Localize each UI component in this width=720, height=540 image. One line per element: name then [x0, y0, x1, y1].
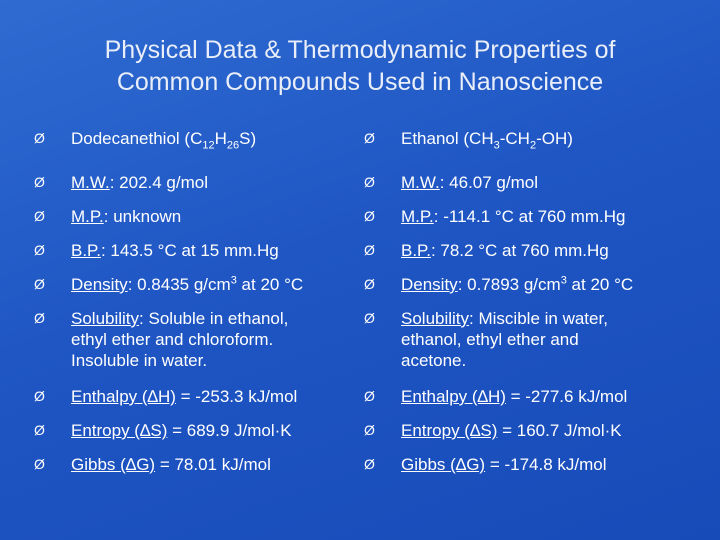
gibbs-value: = 78.01 kJ/mol — [155, 455, 271, 474]
mw-value: : 46.07 g/mol — [439, 173, 538, 192]
bp-label: B.P. — [401, 241, 431, 260]
arrow-bullet-icon: Ø — [34, 174, 45, 190]
gibbs-item — [364, 454, 709, 488]
mp-value: : -114.1 °C at 760 mm.Hg — [433, 207, 626, 226]
density-label: Density — [401, 275, 458, 294]
bp-item — [364, 240, 709, 274]
formula-subscript: 2 — [529, 139, 537, 152]
compound-name: Ethanol (CH — [401, 129, 494, 148]
entropy-label: Entropy (∆S) — [71, 421, 168, 440]
bp-label: B.P. — [71, 241, 101, 260]
solubility-line-3: Insoluble in water. — [71, 351, 208, 370]
enthalpy-item — [34, 386, 364, 420]
enthalpy-value: = -253.3 kJ/mol — [175, 387, 298, 406]
solubility-line-2: ethanol, ethyl ether and — [401, 330, 579, 349]
mw-value: : 202.4 g/mol — [109, 173, 208, 192]
density-item — [34, 274, 364, 308]
solubility-line-2: ethyl ether and chloroform. — [71, 330, 274, 349]
slide-title — [0, 34, 720, 98]
solubility-label: Solubility — [71, 309, 140, 328]
formula-part: -OH) — [536, 129, 573, 148]
mp-value: : unknown — [103, 207, 182, 226]
formula-subscript: 3 — [493, 139, 500, 152]
arrow-bullet-icon: Ø — [34, 208, 45, 224]
solubility-line-3: acetone. — [401, 351, 467, 370]
density-value: : 0.7893 g/cm — [457, 275, 561, 294]
density-value: : 0.8435 g/cm — [127, 275, 231, 294]
arrow-bullet-icon: Ø — [34, 310, 45, 326]
entropy-value: = 689.9 J/mol·K — [167, 421, 292, 440]
arrow-bullet-icon: Ø — [364, 388, 375, 404]
formula-part: H — [214, 129, 227, 148]
arrow-bullet-icon: Ø — [34, 242, 45, 258]
compound-name: Dodecanethiol (C — [71, 129, 203, 148]
mp-item — [364, 206, 709, 240]
mw-label: M.W. — [401, 173, 440, 192]
arrow-bullet-icon: Ø — [34, 456, 45, 472]
density-temp: at 20 °C — [566, 275, 634, 294]
dodecanethiol-column — [34, 128, 364, 488]
mp-item — [34, 206, 364, 240]
entropy-value: = 160.7 J/mol·K — [497, 421, 622, 440]
mp-label: M.P. — [71, 207, 104, 226]
arrow-bullet-icon: Ø — [364, 456, 375, 472]
title-line-1: Physical Data & Thermodynamic Properties of — [104, 36, 616, 64]
title-line-2: Common Compounds Used in Nanoscience — [116, 68, 604, 96]
bp-value: : 78.2 °C at 760 mm.Hg — [430, 241, 609, 260]
mw-label: M.W. — [71, 173, 110, 192]
arrow-bullet-icon: Ø — [364, 242, 375, 258]
solubility-line-1: : Miscible in water, — [469, 309, 608, 328]
arrow-bullet-icon: Ø — [34, 422, 45, 438]
ethanol-column — [364, 128, 709, 488]
mw-item — [364, 172, 709, 206]
compound-name-item — [34, 128, 364, 172]
density-superscript: 3 — [560, 274, 567, 287]
enthalpy-value: = -277.6 kJ/mol — [505, 387, 628, 406]
solubility-line-1: : Soluble in ethanol, — [139, 309, 289, 328]
entropy-item — [34, 420, 364, 454]
formula-subscript: 26 — [226, 139, 240, 152]
arrow-bullet-icon: Ø — [364, 208, 375, 224]
enthalpy-label: Enthalpy (∆H) — [401, 387, 506, 406]
arrow-bullet-icon: Ø — [364, 422, 375, 438]
solubility-label: Solubility — [401, 309, 470, 328]
arrow-bullet-icon: Ø — [34, 276, 45, 292]
arrow-bullet-icon: Ø — [364, 310, 375, 326]
bp-value: : 143.5 °C at 15 mm.Hg — [100, 241, 279, 260]
entropy-label: Entropy (∆S) — [401, 421, 498, 440]
gibbs-value: = -174.8 kJ/mol — [485, 455, 607, 474]
density-temp: at 20 °C — [236, 275, 304, 294]
formula-subscript: 12 — [202, 139, 215, 152]
gibbs-item — [34, 454, 364, 488]
solubility-item — [364, 308, 709, 386]
density-item — [364, 274, 709, 308]
arrow-bullet-icon: Ø — [364, 174, 375, 190]
arrow-bullet-icon: Ø — [34, 130, 45, 146]
gibbs-label: Gibbs (∆G) — [401, 455, 486, 474]
formula-part: S) — [239, 129, 257, 148]
solubility-item — [34, 308, 364, 386]
arrow-bullet-icon: Ø — [364, 130, 375, 146]
arrow-bullet-icon: Ø — [34, 388, 45, 404]
mp-label: M.P. — [401, 207, 434, 226]
mw-item — [34, 172, 364, 206]
enthalpy-item — [364, 386, 709, 420]
density-superscript: 3 — [230, 274, 237, 287]
bp-item — [34, 240, 364, 274]
formula-part: -CH — [499, 129, 530, 148]
enthalpy-label: Enthalpy (∆H) — [71, 387, 176, 406]
density-label: Density — [71, 275, 128, 294]
arrow-bullet-icon: Ø — [364, 276, 375, 292]
gibbs-label: Gibbs (∆G) — [71, 455, 156, 474]
compound-name-item — [364, 128, 709, 172]
entropy-item — [364, 420, 709, 454]
